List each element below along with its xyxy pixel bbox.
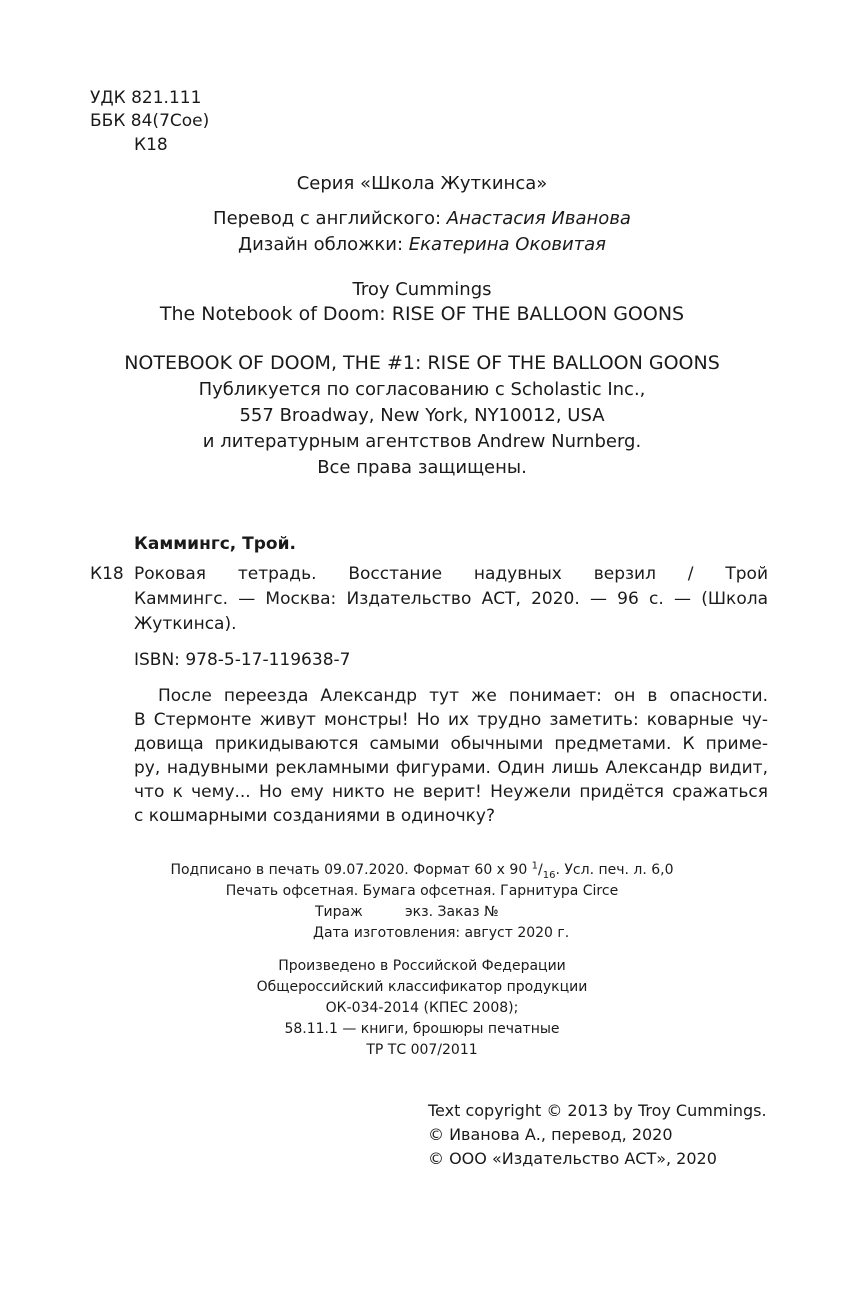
rights-line-1: NOTEBOOK OF DOOM, THE #1: RISE OF THE BALLOON GOONS: [124, 352, 720, 374]
print-run-suffix: экз. Заказ №: [405, 904, 499, 920]
copyright-line-2: © Иванова А., перевод, 2020: [428, 1125, 673, 1144]
print-paper-line: Печать офсетная. Бумага офсетная. Гарнитура Circe: [225, 883, 619, 899]
bbk-code: ББК 84(7Сое): [90, 111, 210, 131]
production-line-4: 58.11.1 — книги, брошюры печатные: [284, 1021, 560, 1037]
annotation-line-5: что к чему... Но ему никто не верит! Неужели придётся сражаться: [134, 782, 768, 802]
rights-line-4: и литературным агентствов Andrew Nurnberg.: [202, 431, 642, 452]
rights-line-3: 557 Broadway, New York, NY10012, USA: [239, 405, 605, 426]
catalog-mark: К18: [90, 564, 124, 584]
production-line-3: ОК-034-2014 (КПЕС 2008);: [325, 1000, 519, 1016]
copyright-line-1: Text copyright © 2013 by Troy Cummings.: [428, 1101, 767, 1120]
catalog-author-heading: Каммингс, Трой.: [134, 534, 296, 554]
udk-code: УДК 821.111: [90, 88, 202, 108]
annotation-line-6: с кошмарными созданиями в одиночку?: [134, 806, 495, 826]
annotation-line-4: ру, надувными рекламными фигурами. Один лишь Александр видит,: [134, 758, 768, 778]
format-denominator: 16: [542, 869, 556, 881]
design-label: Дизайн обложки:: [238, 234, 404, 255]
annotation-line-3: довища прикидываются самыми обычными предметами. К приме-: [134, 734, 768, 754]
series-line: Серия «Школа Жуткинса»: [296, 173, 548, 194]
print-signed-line: Подписано в печать 09.07.2020. Формат 60 х 90 $^1/_{16}$. Усл. печ. л. 6,0: [170, 860, 674, 881]
original-author: Troy Cummings: [352, 279, 492, 300]
catalog-entry-line-1: Роковая тетрадь. Восстание надувных верзил / Трой: [134, 564, 768, 584]
translator-name: Анастасия Иванова: [446, 208, 631, 229]
isbn: ISBN: 978-5-17-119638-7: [134, 650, 351, 670]
print-run-label: Тираж: [315, 904, 363, 920]
production-line-2: Общероссийский классификатор продукции: [256, 979, 588, 995]
catalog-entry-line-2: Каммингс. — Москва: Издательство АСТ, 2020. — 96 с. — (Школа: [134, 589, 768, 609]
print-signed-prefix: Подписано в печать 09.07.2020. Формат 60 х 90: [170, 862, 532, 878]
rights-line-2: Публикуется по согласованию с Scholastic Inc.,: [198, 379, 646, 400]
rights-line-5: Все права защищены.: [317, 457, 527, 478]
translation-label: Перевод с английского:: [213, 208, 442, 229]
print-signed-suffix: . Усл. печ. л. 6,0: [555, 862, 674, 878]
annotation-line-1: После переезда Александр тут же понимает: он в опасности.: [158, 686, 768, 706]
designer-name: Екатерина Оковитая: [408, 234, 606, 255]
annotation-line-2: В Стермонте живут монстры! Но их трудно заметить: коварные чу-: [134, 710, 768, 730]
author-mark-code: К18: [134, 135, 168, 155]
design-credit: [0, 233, 844, 257]
production-date: Дата изготовления: август 2020 г.: [313, 925, 570, 941]
production-line-1: Произведено в Российской Федерации: [278, 958, 566, 974]
copyright-line-3: © ООО «Издательство АСТ», 2020: [428, 1149, 717, 1168]
translation-credit: [0, 207, 844, 231]
original-title: The Notebook of Doom: RISE OF THE BALLOON GOONS: [159, 303, 685, 325]
format-numerator: 1: [531, 860, 539, 872]
production-line-5: ТР ТС 007/2011: [366, 1042, 478, 1058]
catalog-entry-line-3: Жуткинса).: [134, 614, 237, 634]
